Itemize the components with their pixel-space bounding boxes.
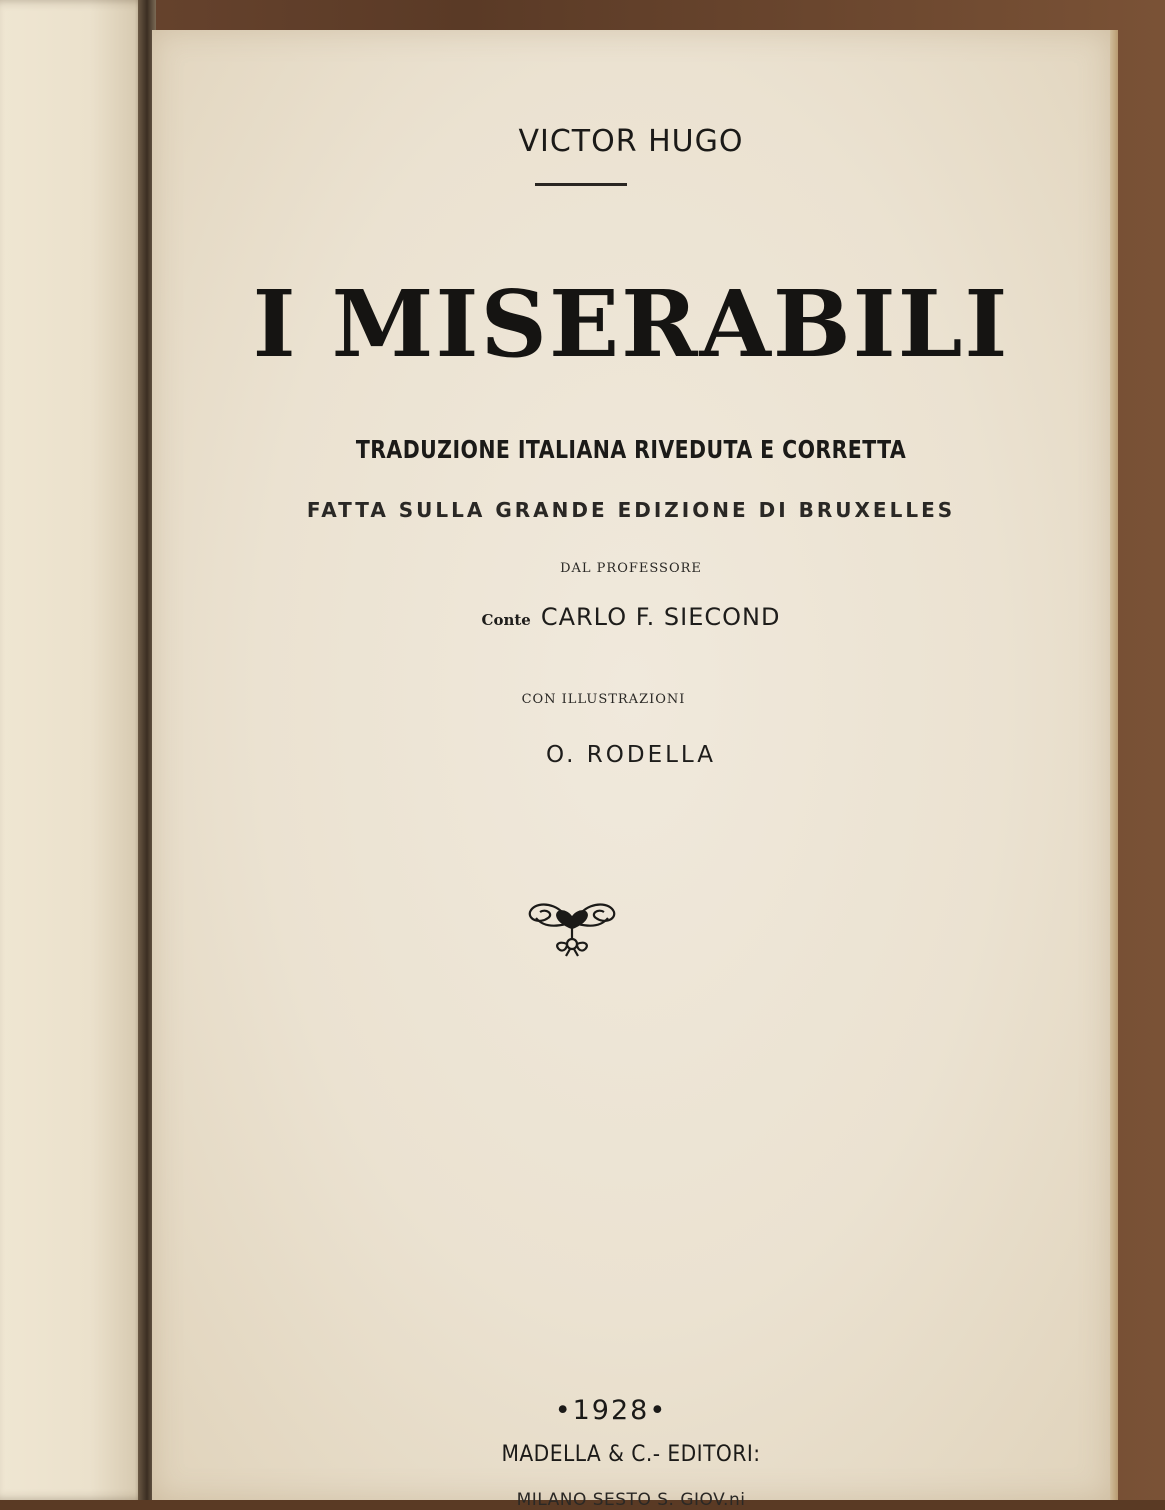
publication-year: •1928• xyxy=(554,1395,668,1426)
illustrations-intro: CON ILLUSTRAZIONI xyxy=(521,692,686,707)
author-name: VICTOR HUGO xyxy=(518,124,744,159)
edition-note: FATTA SULLA GRANDE EDIZIONE DI BRUXELLES xyxy=(306,498,956,522)
translator-name: CARLO F. SIECOND xyxy=(540,603,781,631)
translation-note: TRADUZIONE ITALIANA RIVEDUTA E CORRETTA xyxy=(355,435,907,464)
left-page xyxy=(0,0,150,1500)
publisher-city: MILANO SESTO S. GIOV.ni xyxy=(516,1490,746,1510)
heart-floral-ornament-icon xyxy=(526,888,618,958)
translator-line xyxy=(152,603,1110,631)
author-divider xyxy=(535,183,627,186)
publisher-name: MADELLA & C.- EDITORI: xyxy=(501,1442,761,1467)
book-title: I MISERABILI xyxy=(252,270,1010,378)
illustrator-name: O. RODELLA xyxy=(545,742,716,768)
translator-prefix: Conte xyxy=(481,611,531,629)
translator-intro: DAL PROFESSORE xyxy=(560,561,702,576)
title-page xyxy=(152,30,1110,1510)
